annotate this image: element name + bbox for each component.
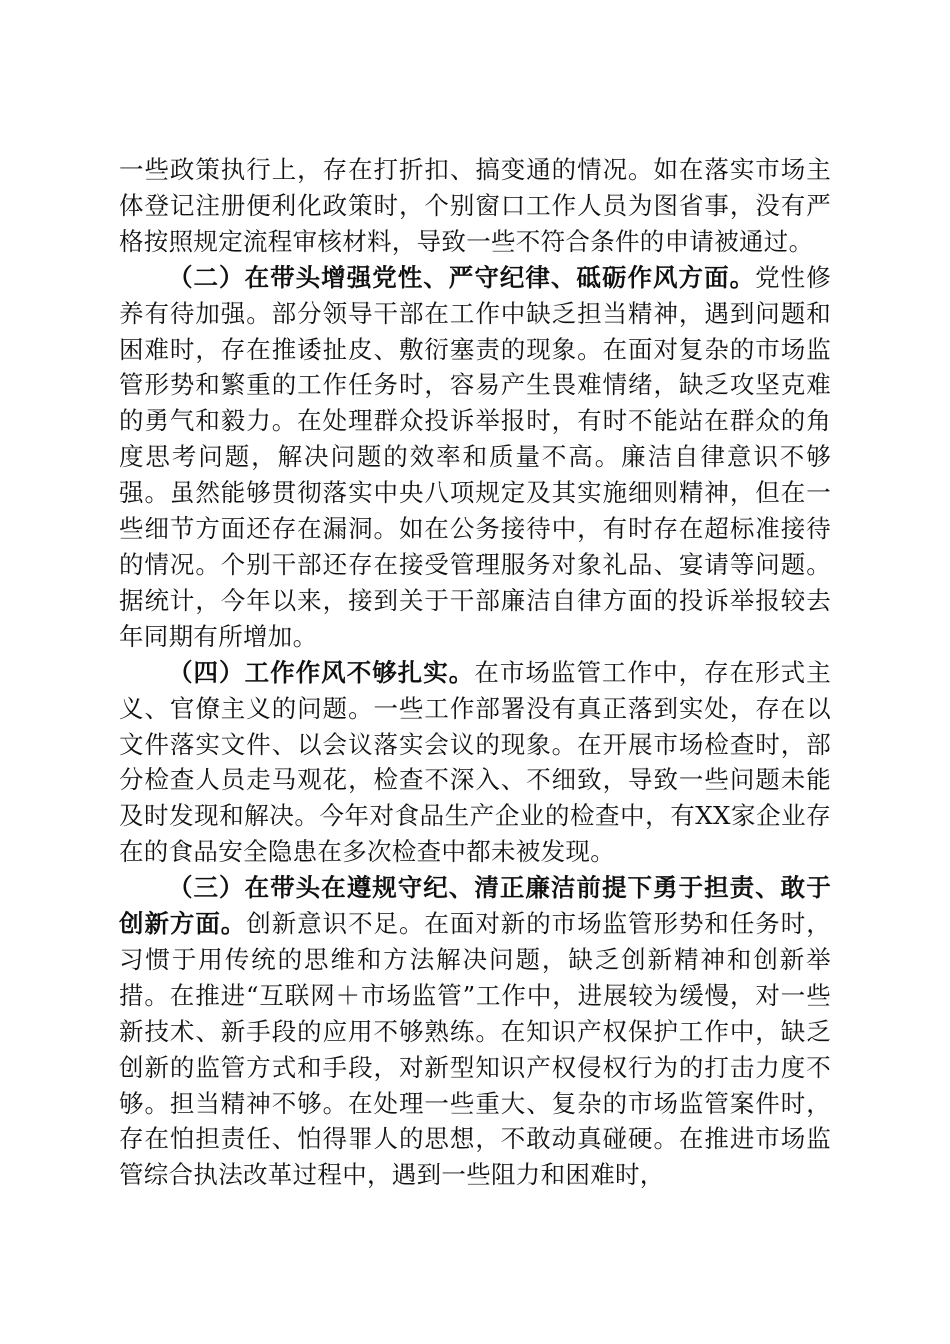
paragraph-text: 党性修养有待加强。部分领导干部在工作中缺乏担当精神，遇到问题和困难时，存在推诿扯皮、敷衍塞责的现象。在面对复杂的市场监管形势和繁重的工作任务时，容易产生畏难情绪，缺乏攻坚克难的勇气和毅力。在处理群众投诉举报时，有时不能站在群众的角度思考问题，解决问题的效率和质量不高。廉洁自律意识不够强。虽然能够贯彻落实中央八项规定及其实施细则精神，但在一些细节方面还存在漏洞。如在公务接待中，有时存在超标准接待的情况。个别干部还存在接受管理服务对象礼品、宴请等问题。据统计，今年以来，接到关于干部廉洁自律方面的投诉举报较去年同期有所增加。	[119, 262, 831, 651]
section-heading: （二）在带头增强党性、严守纪律、砥砺作风方面。	[168, 262, 756, 292]
document-body	[119, 152, 831, 1193]
paragraph-continuation	[119, 152, 831, 260]
paragraph-text: 创新意识不足。在面对新的市场监管形势和任务时，习惯于用传统的思维和方法解决问题，缺乏创新精神和创新举措。在推进“互联网＋市场监管”工作中，进展较为缓慢，对一些新技术、新手段的应用不够熟练。在知识产权保护工作中，缺乏创新的监管方式和手段，对新型知识产权侵权行为的打击力度不够。担当精神不够。在处理一些重大、复杂的市场监管案件时，存在怕担责任、怕得罪人的思想，不敢动真碰硬。在推进市场监管综合执法改革过程中，遇到一些阻力和困难时，	[119, 909, 831, 1190]
paragraph-section-four	[119, 655, 831, 870]
paragraph-section-two	[119, 260, 831, 655]
paragraph-text: 一些政策执行上，存在打折扣、搞变通的情况。如在落实市场主体登记注册便利化政策时，个别窗口工作人员为图省事，没有严格按照规定流程审核材料，导致一些不符合条件的申请被通过。	[119, 155, 831, 256]
paragraph-section-three	[119, 870, 831, 1193]
section-heading: （三）在带头在遵规守纪、清正廉洁前提下勇于担责、敢于创新方面。	[119, 873, 831, 939]
section-heading: （四）工作作风不够扎实。	[168, 657, 475, 687]
paragraph-text: 在市场监管工作中，存在形式主义、官僚主义的问题。一些工作部署没有真正落到实处，存在以文件落实文件、以会议落实会议的现象。在开展市场检查时，部分检查人员走马观花，检查不深入、不细致，导致一些问题未能及时发现和解决。今年对食品生产企业的检查中，有XX家企业存在的食品安全隐患在多次检查中都未被发现。	[119, 657, 831, 867]
